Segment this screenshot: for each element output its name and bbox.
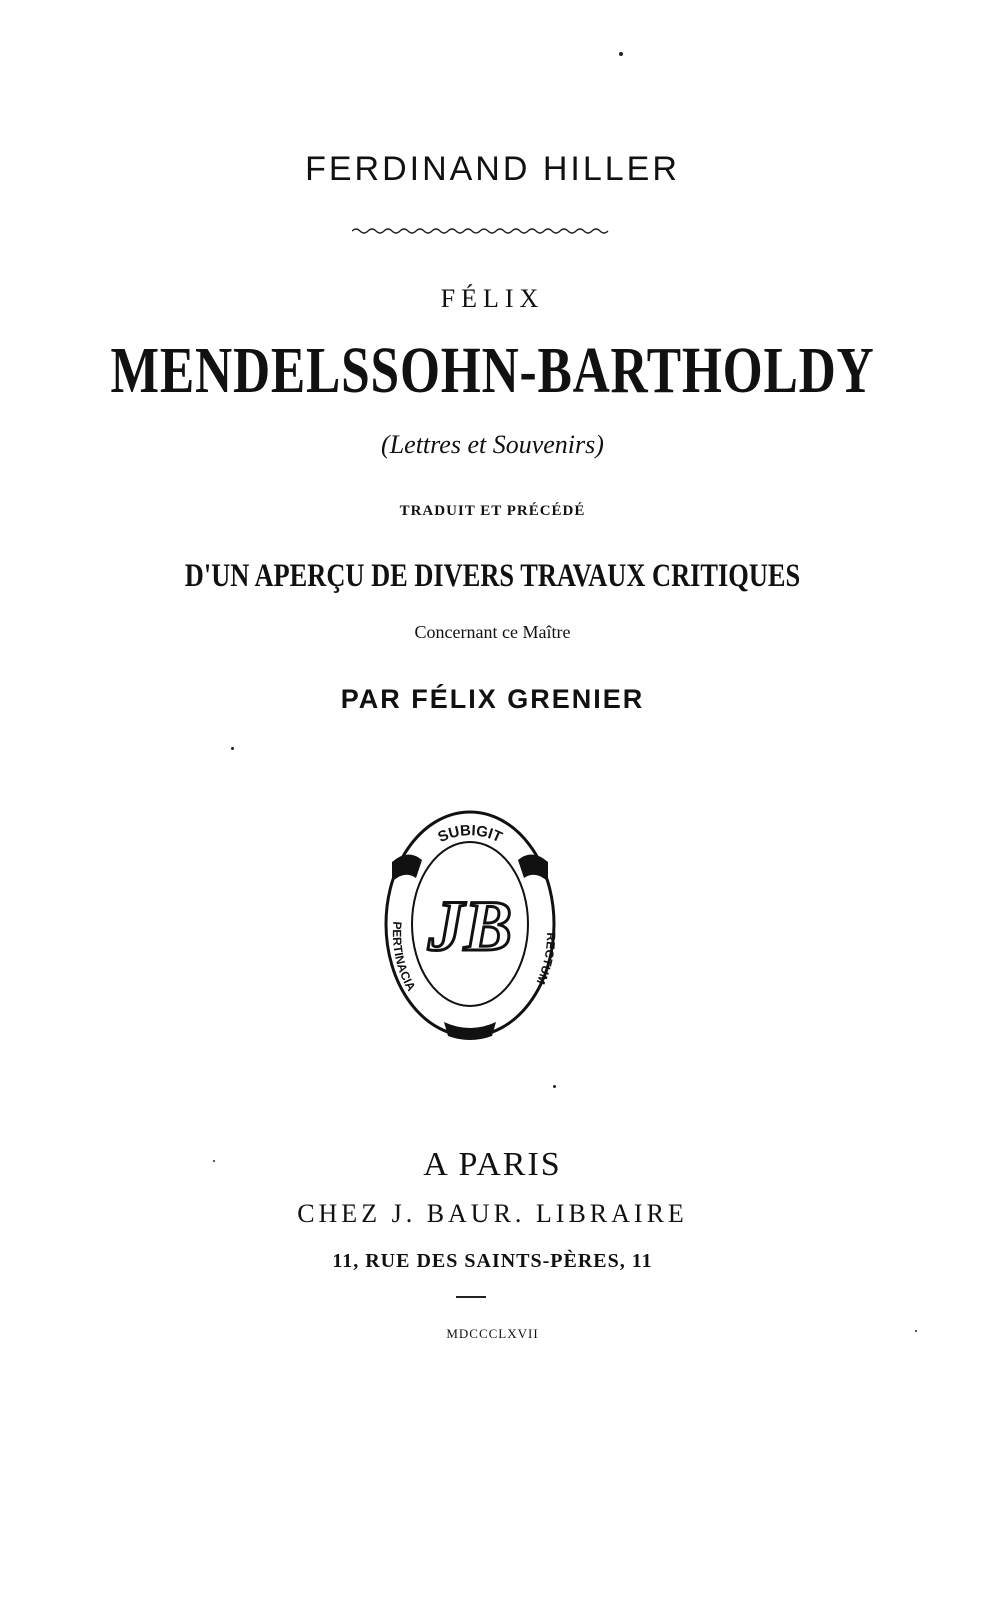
short-rule <box>456 1296 486 1298</box>
concerning-line: Concernant ce Maître <box>414 622 571 642</box>
svg-text:PERTINACIA <box>390 921 419 994</box>
subtitle: (Lettres et Souvenirs) <box>381 430 604 459</box>
emblem-monogram: JB <box>427 886 513 966</box>
publication-year: MDCCCLXVII <box>446 1326 539 1341</box>
apercu-line: D'UN APERÇU DE DIVERS TRAVAUX CRITIQUES <box>184 558 801 594</box>
publisher-address: 11, RUE DES SAINTS-PÈRES, 11 <box>332 1250 653 1272</box>
svg-text:RECTUM <box>534 932 558 986</box>
subject-surname: MENDELSSOHN-BARTHOLDY <box>110 334 875 407</box>
publisher-name: CHEZ J. BAUR. LIBRAIRE <box>297 1199 688 1228</box>
paper-speck <box>553 1085 556 1088</box>
paper-speck <box>915 1330 917 1332</box>
publisher-device-emblem <box>382 800 558 1040</box>
paper-speck <box>213 1160 215 1162</box>
ornamental-rule <box>352 226 614 236</box>
motto-right: RECTUM <box>533 932 558 987</box>
translated-line: TRADUIT ET PRÉCÉDÉ <box>399 503 586 519</box>
subject-first-name: FÉLIX <box>440 284 545 313</box>
translator-line: PAR FÉLIX GRENIER <box>340 684 645 714</box>
paper-speck <box>231 747 234 750</box>
paper-speck <box>619 52 623 56</box>
publication-place: A PARIS <box>423 1146 562 1183</box>
author-name: FERDINAND HILLER <box>305 150 680 188</box>
motto-top: SUBIGIT <box>435 822 505 847</box>
motto-left: PERTINACIA <box>389 921 419 994</box>
